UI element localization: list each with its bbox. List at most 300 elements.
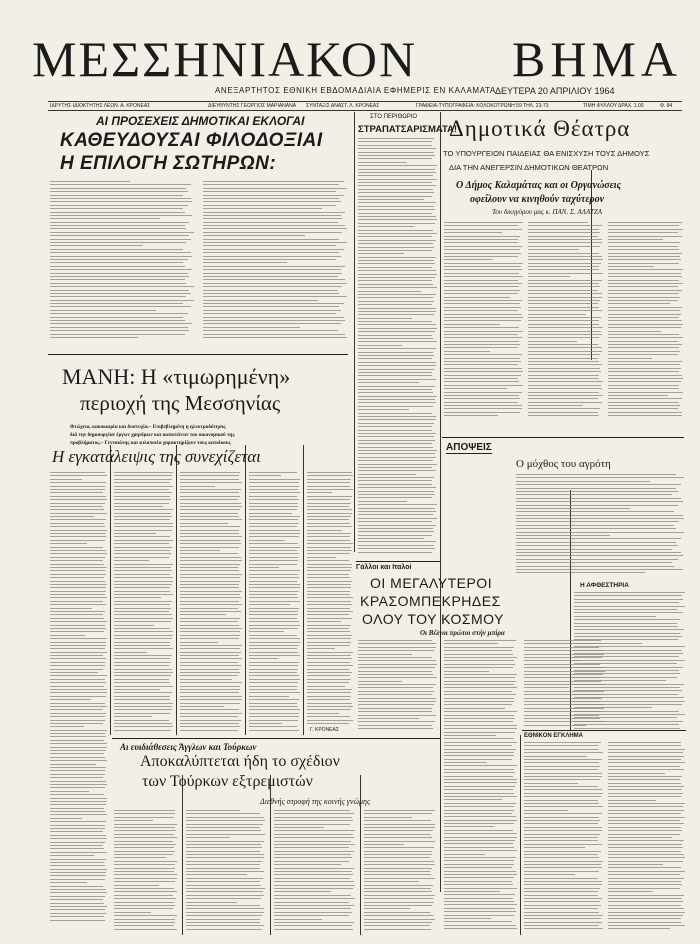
text-line <box>444 694 516 695</box>
text-line <box>444 229 522 230</box>
text-line <box>444 762 487 763</box>
text-line <box>444 732 515 733</box>
text-line <box>50 279 185 280</box>
text-line <box>444 908 515 909</box>
text-line <box>307 584 351 585</box>
text-line <box>574 616 656 617</box>
text-line <box>50 256 192 257</box>
text-line <box>50 845 103 846</box>
text-line <box>307 703 352 704</box>
text-line <box>358 687 433 688</box>
text-line <box>307 496 352 497</box>
text-line <box>50 818 82 819</box>
text-line <box>358 185 436 186</box>
text-line <box>524 912 599 913</box>
text-line <box>358 650 434 651</box>
text-line <box>524 823 598 824</box>
text-line <box>307 479 351 480</box>
text-line <box>114 472 173 473</box>
text-line <box>249 703 297 704</box>
text-line <box>608 290 682 291</box>
text-line <box>50 852 107 853</box>
text-line <box>528 290 598 291</box>
text-line <box>114 854 173 855</box>
text-line <box>307 560 349 561</box>
text-line <box>524 844 602 845</box>
text-line <box>364 915 434 916</box>
text-line <box>608 398 682 399</box>
text-line <box>444 263 523 264</box>
text-line <box>186 851 260 852</box>
text-line <box>249 564 297 565</box>
text-line <box>516 518 684 519</box>
text-line <box>114 908 173 909</box>
text-line <box>608 861 683 862</box>
text-line <box>274 891 331 892</box>
text-line <box>203 303 344 304</box>
text-line <box>608 253 682 254</box>
text-line <box>114 547 172 548</box>
text-line <box>50 334 185 335</box>
text-line <box>50 198 191 199</box>
text-line <box>444 273 519 274</box>
text-line <box>524 803 599 804</box>
text-line <box>50 570 105 571</box>
text-line <box>444 354 522 355</box>
text-line <box>524 820 600 821</box>
text-line <box>574 609 677 610</box>
text-line <box>528 351 602 352</box>
founder-label: ΙΔΡΥΤΗΣ-ΙΔΙΟΚΤΗΤΗΣ ΛΕΩΝ. Α. ΚΡΟΝΕΑΣ <box>50 103 151 109</box>
text-line <box>358 165 437 166</box>
text-line <box>608 259 681 260</box>
text-line <box>203 201 341 202</box>
text-line <box>608 925 685 926</box>
text-line <box>114 885 159 886</box>
text-line <box>50 747 107 748</box>
text-line <box>307 533 351 534</box>
text-line <box>249 597 298 598</box>
text-line <box>528 354 600 355</box>
text-line <box>364 912 430 913</box>
text-line <box>608 867 681 868</box>
text-line <box>180 506 242 507</box>
text-line <box>50 215 192 216</box>
text-line <box>528 266 599 267</box>
text-line <box>249 479 300 480</box>
text-line <box>444 317 523 318</box>
text-line <box>180 672 240 673</box>
text-line <box>608 246 678 247</box>
text-line <box>516 484 681 485</box>
text-line <box>249 594 297 595</box>
text-line <box>180 625 239 626</box>
text-line <box>50 791 89 792</box>
text-line <box>574 711 679 712</box>
text-line <box>528 246 600 247</box>
text-line <box>608 300 678 301</box>
text-line <box>307 567 352 568</box>
text-line <box>524 796 601 797</box>
text-line <box>50 519 106 520</box>
text-line <box>307 696 351 697</box>
text-line <box>574 673 680 674</box>
text-line <box>203 300 318 301</box>
text-line <box>50 269 192 270</box>
text-line <box>307 638 351 639</box>
text-line <box>114 642 170 643</box>
text-line <box>50 723 103 724</box>
text-line <box>528 276 570 277</box>
text-line <box>50 300 194 301</box>
text-line <box>358 447 433 448</box>
text-line <box>50 696 106 697</box>
text-line <box>249 645 299 646</box>
text-line <box>358 521 432 522</box>
text-line <box>608 222 682 223</box>
text-line <box>50 225 185 226</box>
text-line <box>358 413 432 414</box>
text-line <box>444 928 517 929</box>
text-line <box>50 472 105 473</box>
text-line <box>203 323 341 324</box>
text-line <box>114 513 171 514</box>
text-line <box>114 496 170 497</box>
text-line <box>364 888 431 889</box>
text-line <box>358 138 434 139</box>
text-line <box>524 810 568 811</box>
text-line <box>203 327 300 328</box>
text-line <box>203 306 339 307</box>
text-line <box>524 745 598 746</box>
text-line <box>180 686 240 687</box>
text-line <box>608 344 682 345</box>
text-line <box>358 294 436 295</box>
text-line <box>249 669 298 670</box>
text-line <box>50 753 104 754</box>
text-line <box>358 525 436 526</box>
text-line <box>249 682 298 683</box>
text-line <box>203 208 322 209</box>
text-line <box>180 638 239 639</box>
text-line <box>528 408 600 409</box>
text-line <box>528 253 599 254</box>
text-line <box>528 314 586 315</box>
text-line <box>524 817 599 818</box>
text-line <box>444 864 514 865</box>
text-line <box>50 184 191 185</box>
text-line <box>524 759 602 760</box>
text-line <box>114 689 160 690</box>
director-label: ΔΙΕΥΘΥΝΤΗΣ ΓΕΩΡΓΙΟΣ ΜΑΡΙΑΝΑΝΑ <box>208 103 297 109</box>
text-line <box>528 222 588 223</box>
text-line <box>528 303 598 304</box>
text-line <box>524 901 600 902</box>
text-line <box>608 320 682 321</box>
text-line <box>249 686 297 687</box>
text-line <box>444 310 518 311</box>
text-line <box>50 242 186 243</box>
text-line <box>307 553 350 554</box>
text-line <box>444 721 513 722</box>
text-line <box>180 699 242 700</box>
text-line <box>528 297 602 298</box>
text-line <box>358 389 432 390</box>
text-line <box>50 310 156 311</box>
text-line <box>307 635 352 636</box>
theatres-text-col-2 <box>528 222 604 422</box>
text-line <box>186 841 264 842</box>
text-line <box>608 847 683 848</box>
text-line <box>50 506 103 507</box>
text-line <box>444 715 514 716</box>
text-line <box>249 547 300 548</box>
text-line <box>114 628 170 629</box>
text-line <box>364 905 432 906</box>
text-line <box>180 499 238 500</box>
text-line <box>516 474 676 475</box>
text-line <box>608 756 684 757</box>
mani-sub-2: διά την δημιουργίαν έργων χρησίμων και ικανοτάτων του οικονομικού της <box>70 432 235 438</box>
text-line <box>608 928 670 929</box>
text-line <box>180 706 224 707</box>
text-line <box>50 557 105 558</box>
text-line <box>203 317 344 318</box>
text-line <box>114 587 170 588</box>
text-line <box>114 827 175 828</box>
text-line <box>528 283 599 284</box>
text-line <box>114 675 171 676</box>
text-line <box>307 642 351 643</box>
text-line <box>358 331 435 332</box>
text-line <box>50 920 105 921</box>
text-line <box>180 642 218 643</box>
theatres-text-col-3 <box>608 222 684 422</box>
text-line <box>524 806 603 807</box>
column-rule <box>182 775 183 935</box>
text-line <box>574 714 685 715</box>
text-line <box>516 494 672 495</box>
text-line <box>444 236 520 237</box>
text-line <box>364 851 432 852</box>
text-line <box>608 908 684 909</box>
text-line <box>114 608 171 609</box>
text-line <box>249 550 297 551</box>
text-line <box>50 306 191 307</box>
signature: Γ. ΚΡΟΝΕΑΣ <box>310 727 339 733</box>
text-line <box>516 549 672 550</box>
text-line <box>50 320 185 321</box>
text-line <box>444 708 505 709</box>
text-line <box>50 675 107 676</box>
text-line <box>307 645 350 646</box>
text-line <box>358 440 435 441</box>
text-line <box>358 477 434 478</box>
text-line <box>180 604 242 605</box>
text-line <box>50 872 106 873</box>
text-line <box>608 364 680 365</box>
text-line <box>50 652 107 653</box>
text-line <box>358 199 424 200</box>
text-line <box>114 523 173 524</box>
text-line <box>114 824 177 825</box>
text-line <box>307 614 349 615</box>
text-line <box>180 689 240 690</box>
text-line <box>180 584 239 585</box>
text-line <box>608 283 683 284</box>
text-line <box>524 660 579 661</box>
text-line <box>528 293 602 294</box>
text-line <box>444 266 521 267</box>
text-line <box>114 817 174 818</box>
text-line <box>524 776 602 777</box>
text-line <box>444 854 485 855</box>
text-line <box>444 847 514 848</box>
text-line <box>50 293 191 294</box>
text-line <box>114 905 175 906</box>
text-line <box>528 347 602 348</box>
text-line <box>444 341 519 342</box>
text-line <box>307 492 332 493</box>
text-line <box>444 358 520 359</box>
text-line <box>358 158 432 159</box>
text-line <box>528 320 599 321</box>
text-line <box>50 195 183 196</box>
text-line <box>50 855 94 856</box>
text-line <box>524 925 599 926</box>
text-line <box>608 762 685 763</box>
text-line <box>524 766 600 767</box>
text-line <box>180 679 232 680</box>
text-line <box>249 726 297 727</box>
text-line <box>50 743 107 744</box>
theatres-headline: Δημοτικά Θέατρα <box>449 116 631 141</box>
masthead-title-right: ΒΗΜΑ <box>512 31 683 87</box>
text-line <box>50 713 106 714</box>
text-line <box>444 286 519 287</box>
text-line <box>444 293 518 294</box>
text-line <box>444 888 517 889</box>
text-line <box>249 577 299 578</box>
text-line <box>307 621 341 622</box>
text-line <box>528 300 600 301</box>
text-line <box>364 834 431 835</box>
apopseis-sub: Η ΑΦΘΕΣΤΗΡΙΑ <box>580 582 629 589</box>
text-line <box>608 405 680 406</box>
text-line <box>180 553 238 554</box>
text-line <box>50 760 107 761</box>
text-line <box>528 358 598 359</box>
text-line <box>50 489 105 490</box>
text-line <box>358 148 436 149</box>
text-line <box>358 392 433 393</box>
text-line <box>364 902 434 903</box>
text-line <box>203 310 341 311</box>
text-line <box>608 834 680 835</box>
text-line <box>114 594 173 595</box>
text-line <box>114 597 161 598</box>
text-line <box>186 925 264 926</box>
text-line <box>608 851 681 852</box>
text-line <box>50 530 107 531</box>
text-line <box>180 564 240 565</box>
text-line <box>307 489 353 490</box>
text-line <box>186 898 261 899</box>
text-line <box>249 730 299 731</box>
text-line <box>358 338 433 339</box>
text-line <box>524 874 575 875</box>
text-line <box>364 830 433 831</box>
text-line <box>50 625 105 626</box>
text-line <box>180 652 241 653</box>
text-line <box>358 243 433 244</box>
text-line <box>114 482 170 483</box>
text-line <box>50 212 185 213</box>
text-line <box>186 919 260 920</box>
text-line <box>180 560 242 561</box>
text-line <box>444 881 512 882</box>
text-line <box>203 242 347 243</box>
text-line <box>307 689 352 690</box>
text-line <box>358 399 435 400</box>
text-line <box>180 716 238 717</box>
text-line <box>524 769 598 770</box>
text-line <box>307 669 349 670</box>
periscope-text <box>358 138 438 558</box>
text-line <box>114 503 169 504</box>
text-line <box>114 912 151 913</box>
text-line <box>249 699 299 700</box>
text-line <box>307 597 353 598</box>
text-line <box>50 631 104 632</box>
text-line <box>524 871 599 872</box>
text-line <box>574 619 680 620</box>
text-line <box>50 550 106 551</box>
text-line <box>203 222 338 223</box>
text-line <box>114 810 175 811</box>
text-line <box>444 782 517 783</box>
cyprus-headline-1: Αποκαλύπτεται ήδη το σχέδιον <box>140 753 340 770</box>
text-line <box>358 467 432 468</box>
text-line <box>50 509 104 510</box>
text-line <box>114 577 173 578</box>
text-line <box>364 817 412 818</box>
text-line <box>50 327 188 328</box>
text-line <box>180 530 239 531</box>
text-line <box>444 664 515 665</box>
text-line <box>186 817 264 818</box>
text-line <box>307 506 349 507</box>
text-line <box>358 145 432 146</box>
text-line <box>574 684 684 685</box>
text-line <box>50 882 87 883</box>
text-line <box>249 692 300 693</box>
text-line <box>203 252 339 253</box>
mani-text-col-3 <box>180 472 243 737</box>
text-line <box>358 328 437 329</box>
text-line <box>114 919 175 920</box>
text-line <box>516 477 684 478</box>
text-line <box>574 717 677 718</box>
text-line <box>307 587 351 588</box>
text-line <box>249 716 299 717</box>
text-line <box>608 293 679 294</box>
text-line <box>50 577 104 578</box>
text-line <box>180 682 242 683</box>
text-line <box>203 290 338 291</box>
text-line <box>114 475 172 476</box>
text-line <box>608 280 679 281</box>
